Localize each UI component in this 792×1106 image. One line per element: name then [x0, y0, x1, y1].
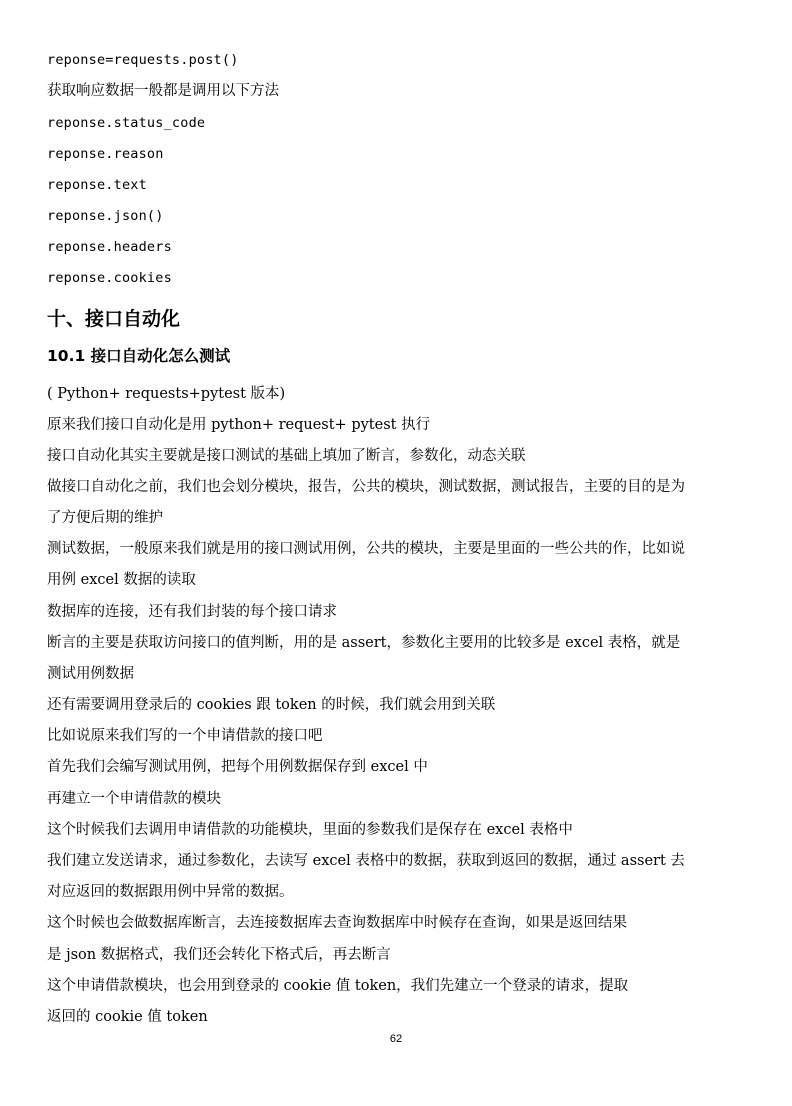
paragraph-line: 这个申请借款模块，也会用到登录的 cookie 值 token，我们先建立一个登录的请求，提取 [47, 978, 629, 994]
code-line: reponse.status_code [47, 115, 206, 131]
page-number: 62 [389, 1033, 403, 1045]
paragraph-line: 断言的主要是获取访问接口的值判断，用的是 assert，参数化主要用的比较多是 excel 表格，就是 [47, 635, 681, 651]
paragraph-line: 还有需要调用登录后的 cookies 跟 token 的时候，我们就会用到关联 [47, 697, 496, 713]
subsection-heading: 10.1 接口自动化怎么测试 [47, 347, 231, 365]
paragraph-line: ( Python+ requests+pytest 版本) [47, 386, 286, 402]
paragraph-line: 返回的 cookie 值 token [47, 1009, 208, 1025]
paragraph-line: 再建立一个申请借款的模块 [47, 791, 221, 807]
paragraph-line: 比如说原来我们写的一个申请借款的接口吧 [47, 728, 323, 744]
code-line: reponse.cookies [47, 270, 172, 286]
paragraph-line: 数据库的连接，还有我们封装的每个接口请求 [47, 604, 337, 620]
paragraph-line: 我们建立发送请求，通过参数化，去读写 excel 表格中的数据，获取到返回的数据，通过 assert 去 [47, 853, 685, 869]
paragraph-line: 了方便后期的维护 [47, 510, 163, 526]
paragraph-line: 是 json 数据格式，我们还会转化下格式后，再去断言 [47, 947, 391, 963]
paragraph-line: 原来我们接口自动化是用 python+ request+ pytest 执行 [47, 417, 431, 433]
paragraph-line: 做接口自动化之前，我们也会划分模块，报告，公共的模块，测试数据，测试报告，主要的目的是为 [47, 479, 685, 495]
paragraph-line: 首先我们会编写测试用例，把每个用例数据保存到 excel 中 [47, 759, 428, 775]
paragraph-line: 测试数据，一般原来我们就是用的接口测试用例，公共的模块，主要是里面的一些公共的作，比如说 [47, 541, 685, 557]
code-line: reponse.text [47, 177, 147, 193]
code-line: reponse.json() [47, 208, 164, 224]
paragraph-line: 这个时候我们去调用申请借款的功能模块，里面的参数我们是保存在 excel 表格中 [47, 822, 573, 838]
code-line: reponse=requests.post() [47, 52, 239, 68]
paragraph-line: 测试用例数据 [47, 666, 134, 682]
code-line: reponse.reason [47, 146, 164, 162]
section-heading: 十、接口自动化 [47, 308, 181, 330]
paragraph-line: 接口自动化其实主要就是接口测试的基础上填加了断言，参数化，动态关联 [47, 448, 526, 464]
paragraph-line: 对应返回的数据跟用例中异常的数据。 [47, 884, 294, 900]
code-line: reponse.headers [47, 239, 172, 255]
text-line: 获取响应数据一般都是调用以下方法 [47, 83, 279, 99]
paragraph-line: 用例 excel 数据的读取 [47, 572, 196, 588]
paragraph-line: 这个时候也会做数据库断言，去连接数据库去查询数据库中时候存在查询，如果是返回结果 [47, 915, 627, 931]
